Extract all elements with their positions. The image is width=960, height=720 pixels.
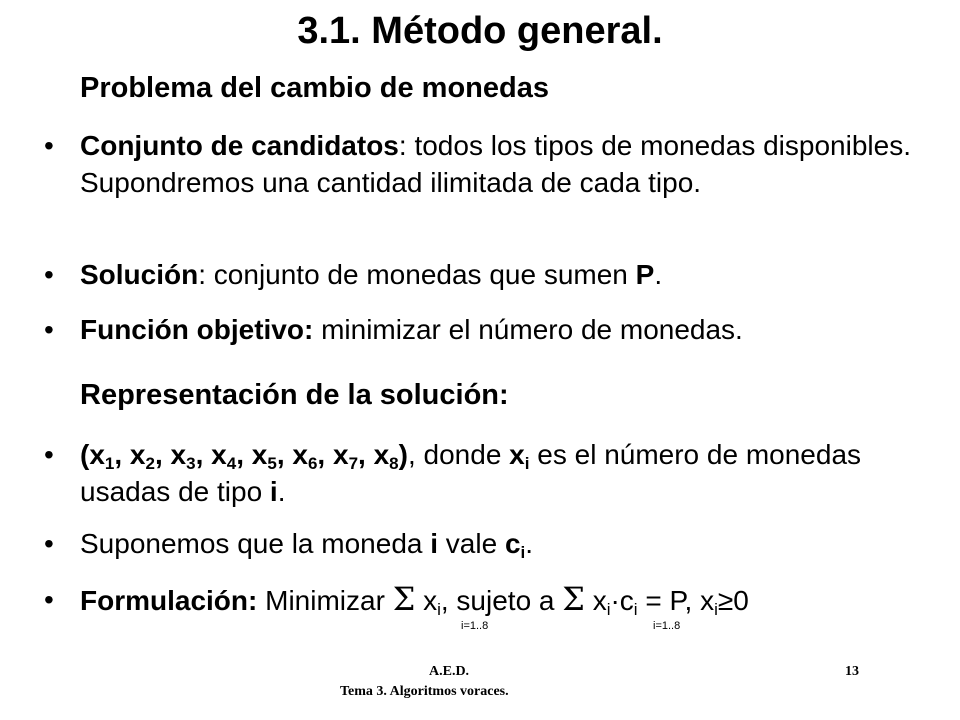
sigma-symbol: Σ (392, 580, 416, 618)
bullet-dot: • (44, 584, 54, 615)
bullet-solution: • Solución: conjunto de monedas que sumen P. (44, 256, 924, 293)
bullet-coin-value: • Suponemos que la moneda i vale $c_i$. (44, 525, 924, 562)
sum-range-label: i=1..8 (461, 620, 489, 632)
tuple-expression: ($x_1$, $x_2$, $x_3$, $x_4$, $x_5$, $x_6$, $x_7$, $x_8$) (80, 439, 408, 473)
footer-page-number: 13 (845, 664, 859, 679)
bullet-candidates: • Conjunto de candidatos: todos los tipos de monedas disponibles. Supondremos una cantidad ilimitada de cada tipo. (44, 127, 924, 201)
subheading-problem: Problema del cambio de monedas (80, 72, 549, 104)
footer-topic: Tema 3. Algoritmos voraces. (340, 684, 509, 699)
bullet-tuple: • ($x_1$, $x_2$, $x_3$, $x_4$, $x_5$, $x_6$, $x_7$, $x_8$), donde $x_i$ es el número de monedas usadas de tipo i. (44, 436, 924, 510)
sigma-symbol: Σ (562, 580, 585, 618)
bullet-dot: • (44, 130, 54, 161)
slide-title: 3.1. Método general. (297, 10, 663, 52)
footer-course: A.E.D. (429, 664, 470, 679)
bullet-objective: • Función objetivo: minimizar el número de monedas. (44, 311, 924, 348)
subheading-representation: Representación de la solución: (80, 379, 509, 411)
sum-range-label: i=1..8 (653, 620, 681, 632)
bullet-dot: • (44, 314, 54, 345)
bullet-dot: • (44, 259, 54, 290)
bullet-formulation: • Formulación: Minimizar Σ $x_i$, sujeto a Σ $x_i\cdot c_i = P$, $x_i\ge 0$ (44, 580, 749, 619)
bullet-dot: • (44, 528, 54, 559)
bullet-dot: • (44, 439, 54, 470)
